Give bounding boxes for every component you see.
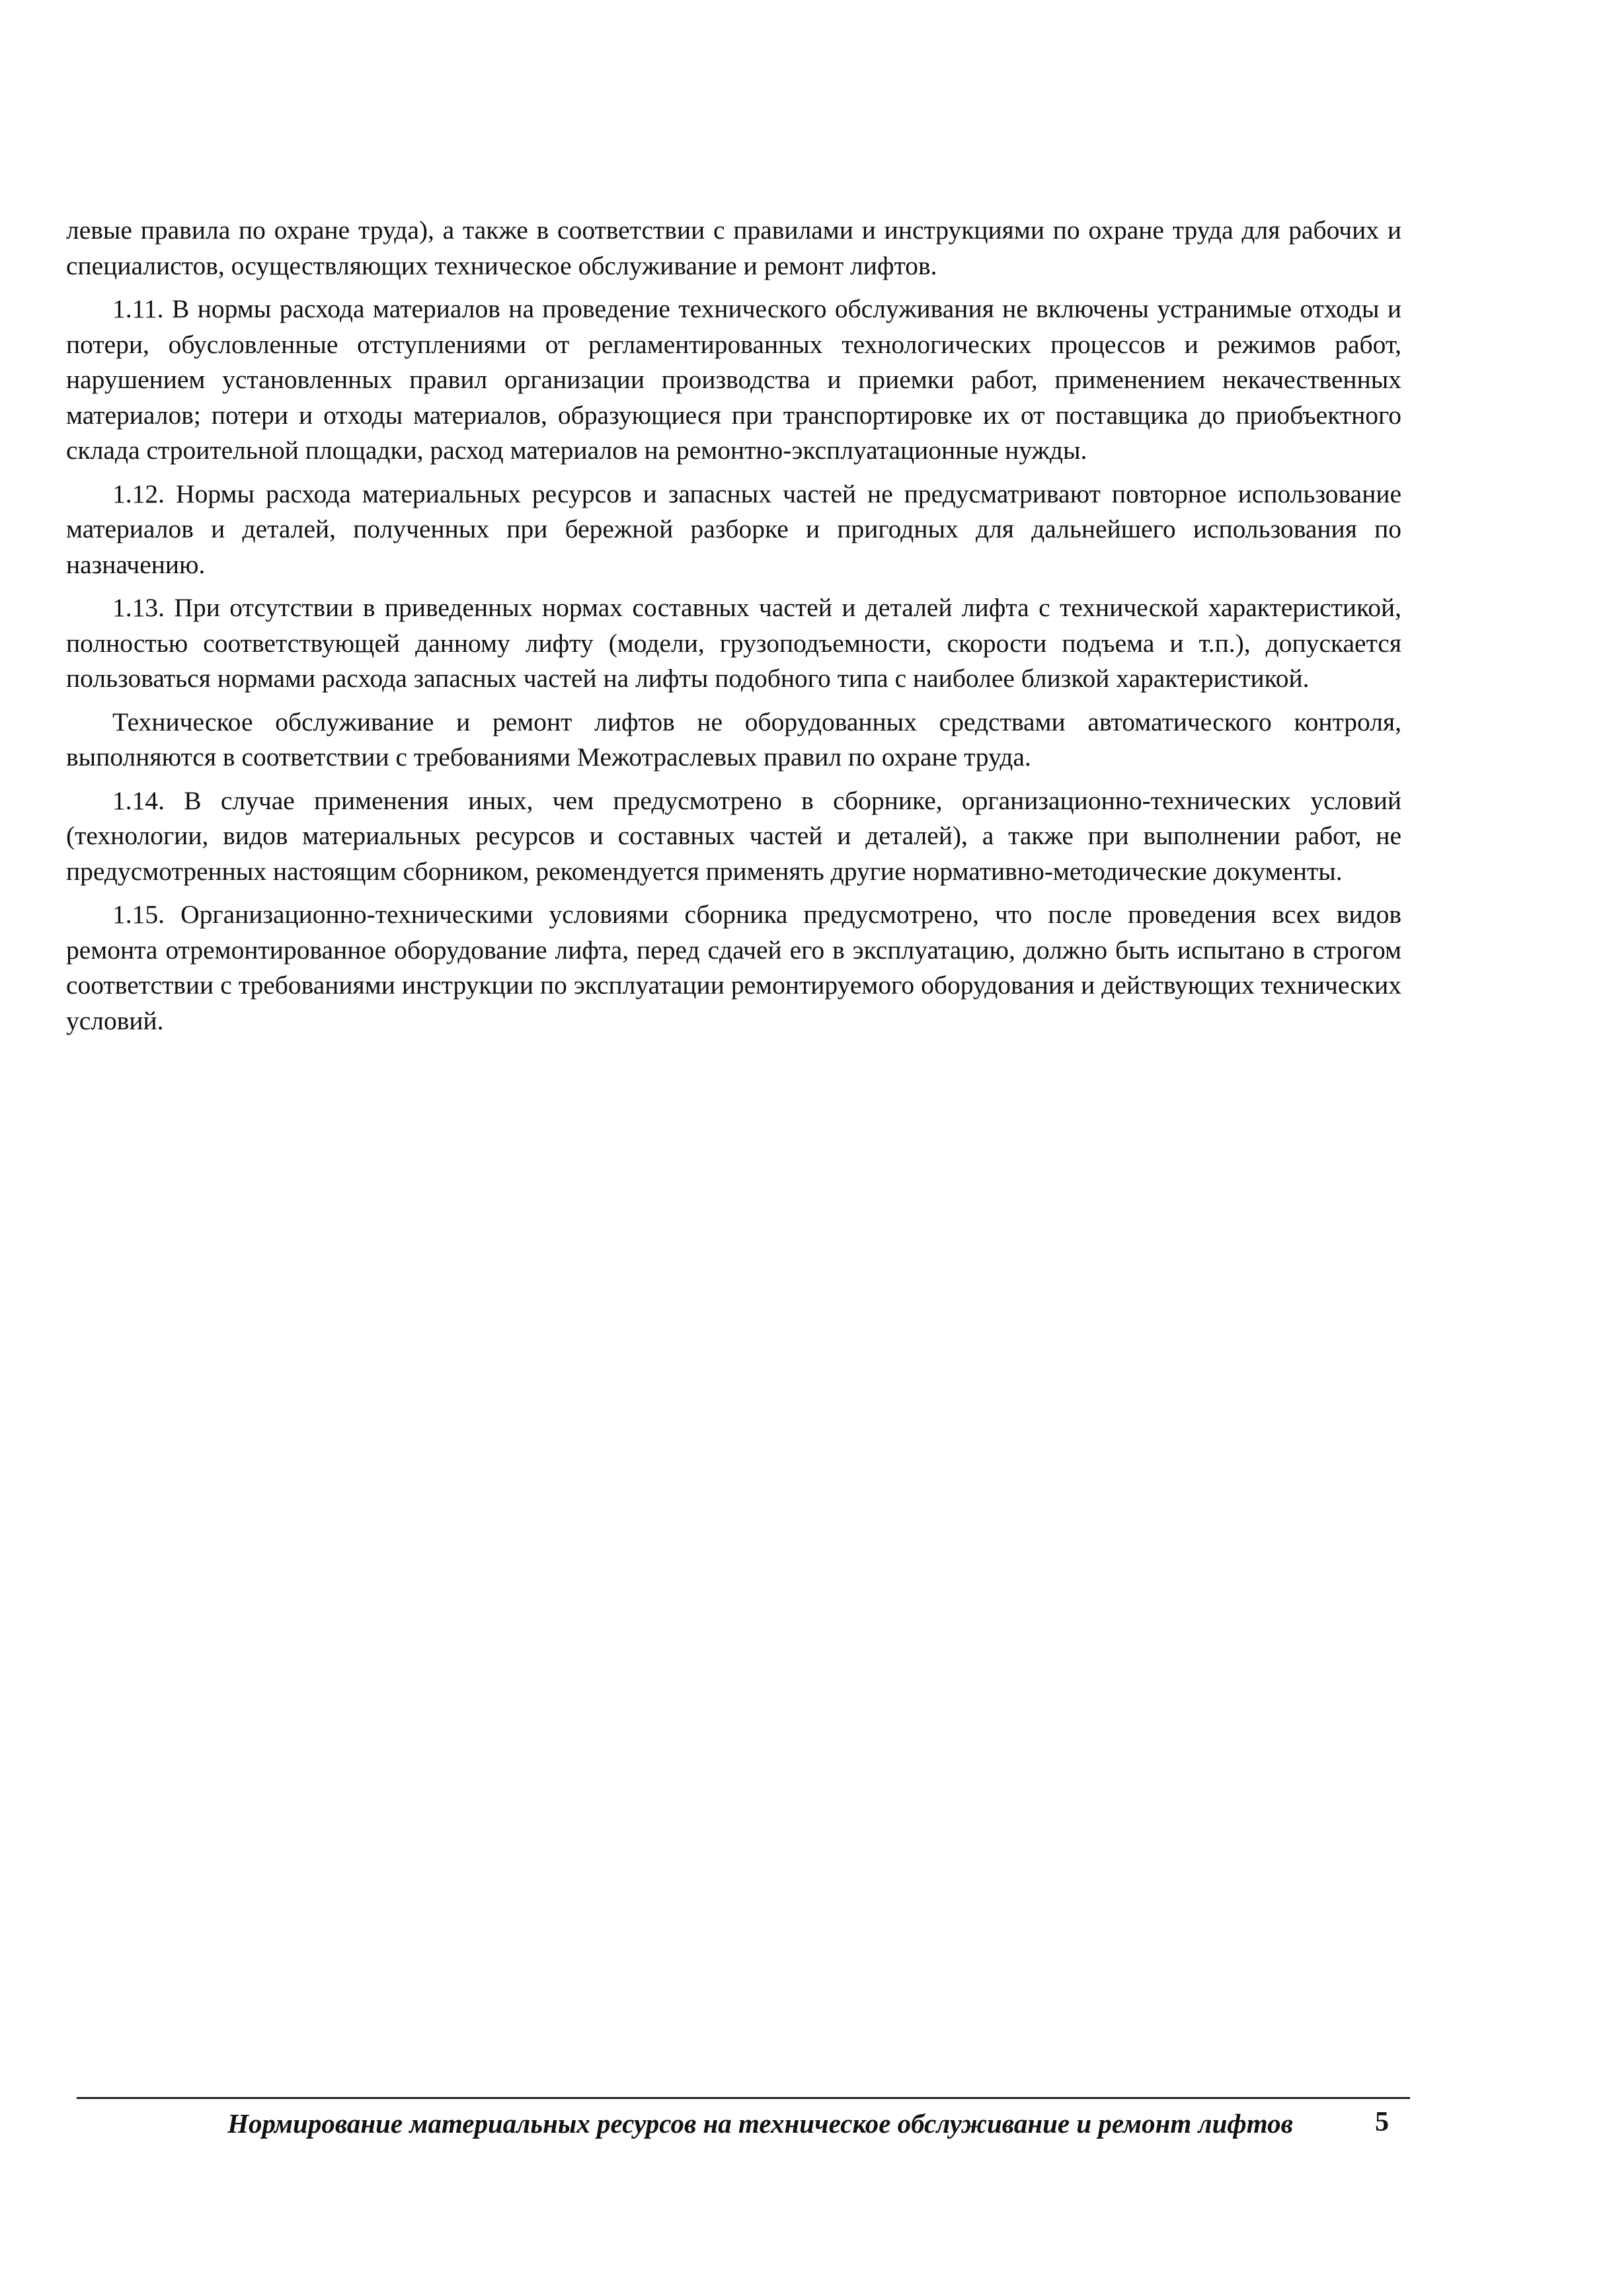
paragraph-1-11: 1.11. В нормы расхода материалов на проведение технического обслуживания не включены устранимые отходы и потери, обусловленные отступлениями от регламентированных технологических процессов и режимов работ, нарушением установленных правил организации производства и приемки работ, применением некачественных материалов; потери и отходы материалов, образующиеся при транспортировке их от поставщика до приобъектного склада строительной площадки, расход материалов на ремонтно-эксплуатационные нужды. bbox=[66, 294, 1401, 465]
footer-title: Нормирование материальных ресурсов на техническое обслуживание и ремонт лифтов bbox=[227, 2108, 1293, 2139]
paragraph-1-15: 1.15. Организационно-техническими условиями сборника предусмотрено, что после проведения всех видов ремонта отремонтированное оборудование лифта, перед сдачей его в эксплуатацию, должно быть испытано в строгом соответствии с требованиями инструкции по эксплуатации ремонтируемого оборудования и действующих технических условий. bbox=[66, 900, 1401, 1035]
paragraph-1-14: 1.14. В случае применения иных, чем предусмотрено в сборнике, организационно-технических условий (технологии, видов материальных ресурсов и составных частей и деталей), а также при выполнении работ, не предусмотренных настоящим сборником, рекомендуется применять другие нормативно-методические документы. bbox=[66, 785, 1401, 886]
paragraph-1-12: 1.12. Нормы расхода материальных ресурсов и запасных частей не предусматривают повторное использование материалов и деталей, полученных при бережной разборке и пригодных для дальнейшего использования по назначению. bbox=[66, 479, 1401, 579]
paragraph-continuation: левые правила по охране труда), а также в соответствии с правилами и инструкциями по охране труда для рабочих и специалистов, осуществляющих техническое обслуживание и ремонт лифтов. bbox=[66, 216, 1401, 280]
footer-divider bbox=[77, 2097, 1410, 2099]
page-number: 5 bbox=[1375, 2107, 1389, 2137]
paragraph-1-13: 1.13. При отсутствии в приведенных нормах составных частей и деталей лифта с технической характеристикой, полностью соответствующей данному лифту (модели, грузоподъемности, скорости подъема и т.п.), допускается пользоваться нормами расхода запасных частей на лифты подобного типа с наиболее близкой характеристикой. bbox=[66, 593, 1401, 693]
body-text bbox=[66, 213, 1401, 1047]
paragraph-maintenance-note: Техническое обслуживание и ремонт лифтов не оборудованных средствами автоматического контроля, выполняются в соответствии с требованиями Межотраслевых правил по охране труда. bbox=[66, 707, 1401, 772]
